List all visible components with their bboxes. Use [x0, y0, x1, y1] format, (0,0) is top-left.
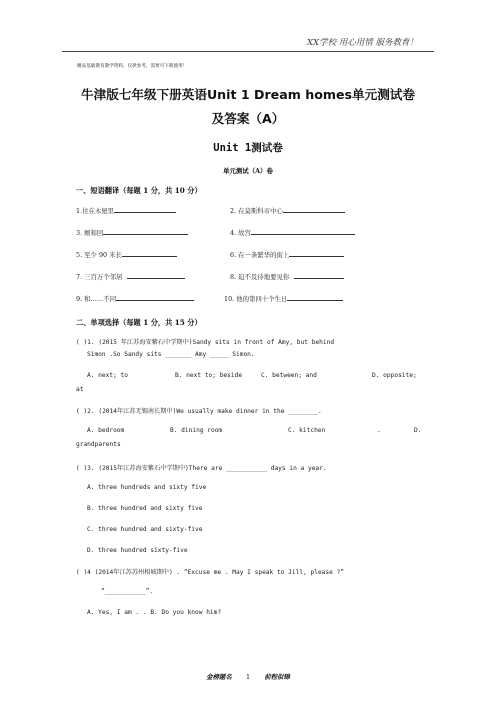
question-3-option-c: C. three hundred and sixty-five	[87, 526, 203, 533]
page-title-line1: 牛津版七年级下册英语Unit 1 Dream homes单元测试卷	[81, 87, 415, 102]
section1-heading: 一、短语翻译（每题 1 分，共 10 分）	[76, 186, 202, 195]
phrase-item-10: 10. 他的第四十个生日	[224, 294, 343, 303]
question-3-option-a: A. three hundreds and sixty five	[87, 484, 207, 491]
header-slogan: XX学校 用心用情 服务教育！	[306, 38, 418, 48]
page-number: 1	[245, 673, 251, 681]
question-1-line1: ( )1. (2015 年江苏海安紫石中学期中)Sandy sits in front of Amy, but behind	[76, 339, 335, 346]
question-2-option-d: D.	[414, 427, 422, 434]
question-4-line3: A. Yes, I am . . B. Do you know him?	[87, 609, 222, 616]
page-title-line2: 及答案（A）	[211, 111, 285, 126]
phrase-item-5: 5. 至少 90 米长	[76, 250, 177, 259]
question-2-dot: .	[377, 427, 381, 434]
question-3-line1: ( )3. (2015年江苏海安紫石中学期中)There are ___________ days in a year.	[76, 465, 327, 472]
phrase-item-7: 7. 三百万个邻居	[76, 272, 185, 281]
question-1-option-d: D. opposite;	[372, 372, 417, 379]
question-4-line2: “___________”.	[101, 588, 154, 595]
question-1-line2: Simon .So Sandy sits _______ Amy _____ Simon.	[87, 351, 255, 358]
question-1-option-b: B. next to; beside	[175, 372, 243, 379]
page-footer	[0, 672, 496, 681]
section2-heading: 二、单项选择（每题 1 分，共 15 分）	[76, 318, 202, 327]
unit-title: Unit 1测试卷	[213, 142, 283, 154]
question-1-wrap: at	[76, 386, 84, 393]
footer-right: 前程似锦	[264, 673, 290, 681]
phrase-item-1: 1.住在木屋里	[76, 206, 176, 215]
phrase-item-6: 6. 在一条繁华的街上	[230, 250, 344, 259]
question-1-option-c: C. between; and	[261, 372, 317, 379]
phrase-item-2: 2. 在莫斯科市中心	[230, 206, 345, 215]
question-2-option-a: A. bedroom	[87, 427, 125, 434]
question-3-option-b: B. three hundred and sixty five	[87, 505, 203, 512]
header-rule	[62, 51, 434, 52]
question-2-option-b: B. dining room	[170, 427, 223, 434]
question-3-option-d: D. three hundred sixty-five	[87, 547, 188, 554]
phrase-item-9: 9. 和……不同	[76, 294, 194, 303]
question-2-line1: ( )2. (2014年江苏无锡南长期中)We usually make dinner in the ________.	[76, 408, 322, 415]
phrase-item-4: 4. 故宫	[230, 228, 355, 237]
resource-note: 精品基础教育教学资料，仅供参考，需要可下载使用！	[77, 64, 188, 69]
footer-left: 金榜题名	[206, 673, 232, 681]
question-1-option-a: A. next; to	[87, 372, 128, 379]
phrase-item-3: 3. 厕和回	[76, 228, 188, 237]
question-4-line1: ( )4 (2014年江苏苏州相城期中) . “Excuse me . May I speak to Jill, please ?”	[76, 569, 345, 576]
question-2-wrap: grandparents	[76, 441, 121, 448]
sub-title: 单元测试（A）卷	[223, 167, 273, 175]
phrase-item-8: 8. 迫不及待地要见你	[230, 272, 344, 281]
question-2-option-c: C. kitchen	[288, 427, 326, 434]
